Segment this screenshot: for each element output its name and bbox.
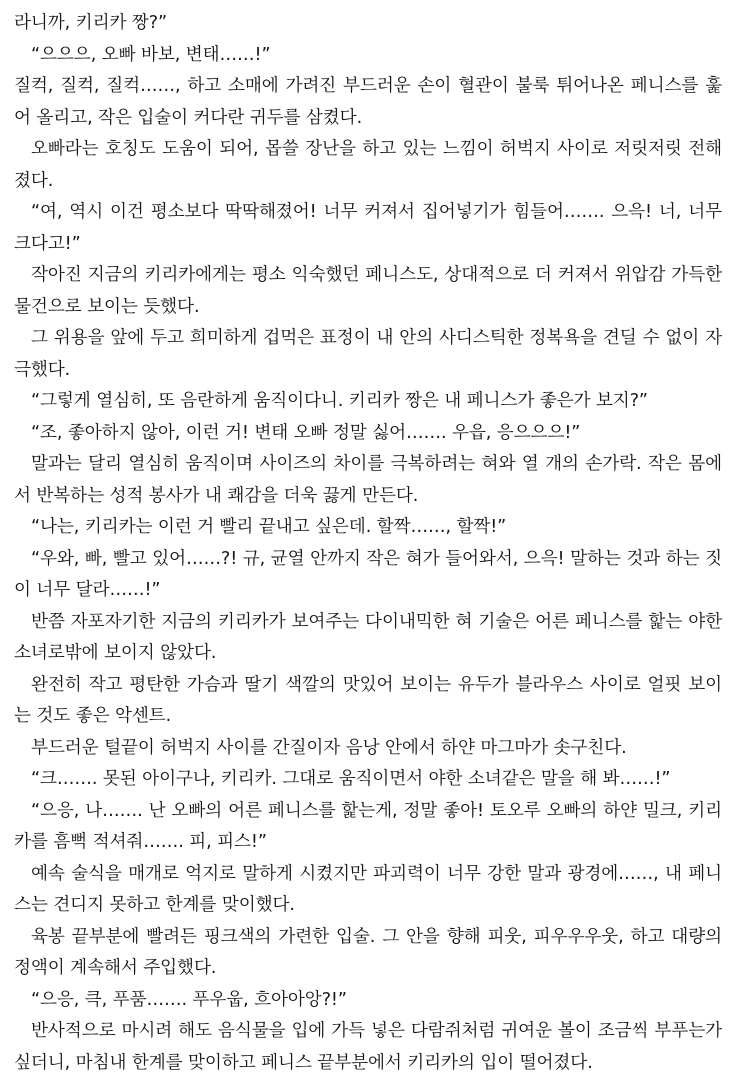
paragraph: 반쯤 자포자기한 지금의 키리카가 보여주는 다이내믹한 혀 기술은 어른 페니스를 핥는 야한 소녀로밖에 보이지 않았다. <box>14 611 728 663</box>
paragraph: “조, 좋아하지 않아, 이런 거! 변태 오빠 정말 싫어……. 우읍, 응으으으!” <box>31 422 581 443</box>
paragraph: 라니까, 키리카 짱?” <box>14 13 168 33</box>
document-body <box>14 8 728 1079</box>
paragraph: “크……. 못된 아이구나, 키리카. 그대로 움직이면서 야한 소녀같은 말을 해 봐……!” <box>31 769 671 789</box>
paragraph: “우와, 빠, 빨고 있어……?! 규, 균열 안까지 작은 혀가 들어와서, 으윽! 말하는 것과 하는 짓이 너무 달라……!” <box>14 548 722 600</box>
paragraph: 말과는 달리 열심히 움직이며 사이즈의 차이를 극복하려는 혀와 열 개의 손가락. 작은 몸에서 반복하는 성적 봉사가 내 쾌감을 더욱 끓게 만든다. <box>14 454 722 506</box>
paragraph: “으응, 나……. 난 오빠의 어른 페니스를 핥는게, 정말 좋아! 토오루 오빠의 하얀 밀크, 키리카를 흠뻑 적셔줘……. 피, 피스!” <box>14 800 722 852</box>
paragraph: 반사적으로 마시려 해도 음식물을 입에 가득 넣은 다람쥐처럼 귀여운 볼이 조금씩 부푸는가 싶더니, 마침내 한계를 맞이하고 페니스 끝부분에서 키리카의 입이 떨어졌다. <box>14 1021 728 1073</box>
paragraph: 오빠라는 호칭도 도움이 되어, 몹쓸 장난을 하고 있는 느낌이 허벅지 사이로 저릿저릿 전해졌다. <box>14 139 722 191</box>
paragraph: “으으으, 오빠 바보, 변태……!” <box>31 44 271 65</box>
paragraph: 작아진 지금의 키리카에게는 평소 익숙했던 페니스도, 상대적으로 더 커져서 위압감 가득한 물건으로 보이는 듯했다. <box>14 265 728 317</box>
paragraph: 완전히 작고 평탄한 가슴과 딸기 색깔의 맛있어 보이는 유두가 블라우스 사이로 얼핏 보이는 것도 좋은 악센트. <box>14 674 722 726</box>
paragraph: “여, 역시 이건 평소보다 딱딱해졌어! 너무 커져서 집어넣기가 힘들어……. 으윽! 너, 너무 크다고!” <box>14 202 728 254</box>
paragraph: 질컥, 질컥, 질컥……, 하고 소매에 가려진 부드러운 손이 혈관이 불룩 튀어나온 페니스를 훑어 올리고, 작은 입술이 커다란 귀두를 삼켰다. <box>14 76 722 128</box>
paragraph: 부드러운 털끝이 허벅지 사이를 간질이자 음낭 안에서 하얀 마그마가 솟구친다. <box>31 737 627 758</box>
paragraph: 육봉 끝부분에 빨려든 핑크색의 가련한 입술. 그 안을 향해 피웃, 피우우우웃, 하고 대량의 정액이 계속해서 주입했다. <box>14 926 728 978</box>
paragraph: “나는, 키리카는 이런 거 빨리 끝내고 싶은데. 할짝……, 할짝!” <box>31 517 507 537</box>
paragraph: 그 위용을 앞에 두고 희미하게 겁먹은 표정이 내 안의 사디스틱한 정복욕을 견딜 수 없이 자극했다. <box>14 328 722 380</box>
paragraph: “그렇게 열심히, 또 음란하게 움직이다니. 키리카 짱은 내 페니스가 좋은가 보지?” <box>31 391 648 411</box>
paragraph: “으응, 큭, 푸품……. 푸우웁, 흐아아앙?!” <box>31 989 347 1010</box>
paragraph: 예속 술식을 매개로 억지로 말하게 시켰지만 파괴력이 너무 강한 말과 광경에……, 내 페니스는 견디지 못하고 한계를 맞이했다. <box>14 863 722 915</box>
